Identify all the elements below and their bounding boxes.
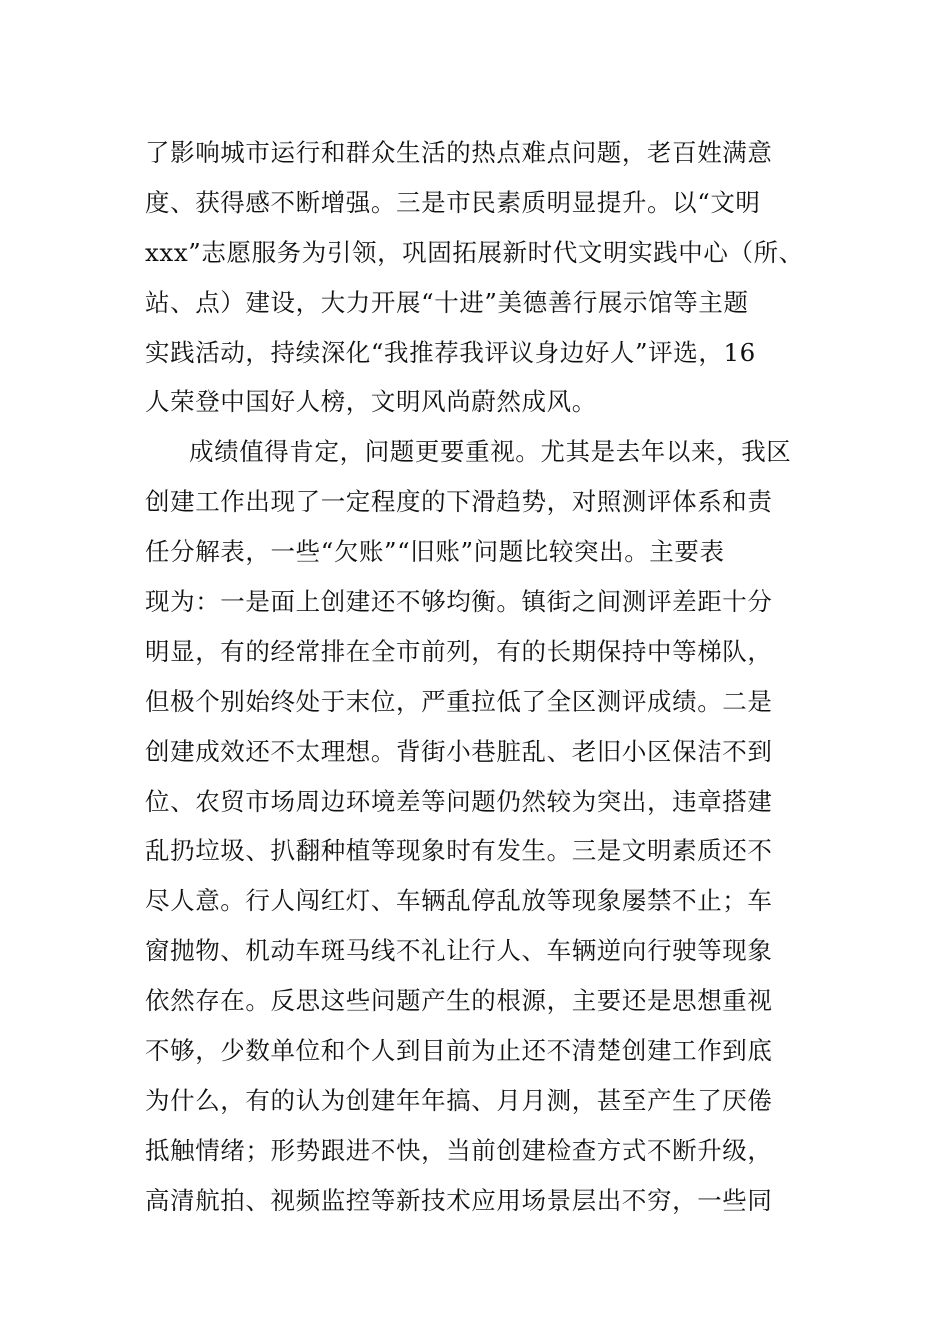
text-line: 实践活动，持续深化“我推荐我评议身边好人”评选，16 bbox=[145, 337, 756, 367]
text-line: 为什么，有的认为创建年年搞、月月测，甚至产生了厌倦 bbox=[145, 1085, 773, 1115]
text-line: 创建成效还不太理想。背街小巷脏乱、老旧小区保洁不到 bbox=[145, 736, 773, 766]
text-line: 明显，有的经常排在全市前列，有的长期保持中等梯队， bbox=[145, 636, 773, 666]
text-line: 创建工作出现了一定程度的下滑趋势，对照测评体系和责 bbox=[145, 487, 773, 517]
text-line: 任分解表，一些“欠账”“旧账”问题比较突出。主要表 bbox=[145, 537, 725, 567]
text-line: 位、农贸市场周边环境差等问题仍然较为突出，违章搭建 bbox=[145, 786, 773, 816]
text-line: xxx”志愿服务为引领，巩固拓展新时代文明实践中心（所、 bbox=[145, 237, 804, 267]
text-line: 人荣登中国好人榜，文明风尚蔚然成风。 bbox=[145, 387, 597, 417]
text-line: 度、获得感不断增强。三是市民素质明显提升。以“文明 bbox=[145, 187, 761, 217]
text-line: 高清航拍、视频监控等新技术应用场景层出不穷，一些同 bbox=[145, 1185, 773, 1215]
text-line: 现为：一是面上创建还不够均衡。镇街之间测评差距十分 bbox=[145, 587, 773, 617]
body-text bbox=[145, 128, 825, 1226]
text-line: 依然存在。反思这些问题产生的根源，主要还是思想重视 bbox=[145, 986, 773, 1016]
text-line: 但极个别始终处于末位，严重拉低了全区测评成绩。二是 bbox=[145, 686, 773, 716]
text-line: 窗抛物、机动车斑马线不礼让行人、车辆逆向行驶等现象 bbox=[145, 936, 773, 966]
text-line: 抵触情绪；形势跟进不快，当前创建检查方式不断升级， bbox=[145, 1135, 773, 1165]
text-line: 不够，少数单位和个人到目前为止还不清楚创建工作到底 bbox=[145, 1036, 773, 1066]
text-line: 尽人意。行人闯红灯、车辆乱停乱放等现象屡禁不止；车 bbox=[145, 886, 773, 916]
text-line: 了影响城市运行和群众生活的热点难点问题，老百姓满意 bbox=[145, 138, 773, 167]
text-line: 乱扔垃圾、扒翻种植等现象时有发生。三是文明素质还不 bbox=[145, 836, 773, 866]
paragraph-start-line: 成绩值得肯定，问题更要重视。尤其是去年以来，我区 bbox=[189, 437, 792, 467]
text-line: 站、点）建设，大力开展“十进”美德善行展示馆等主题 bbox=[145, 287, 749, 317]
